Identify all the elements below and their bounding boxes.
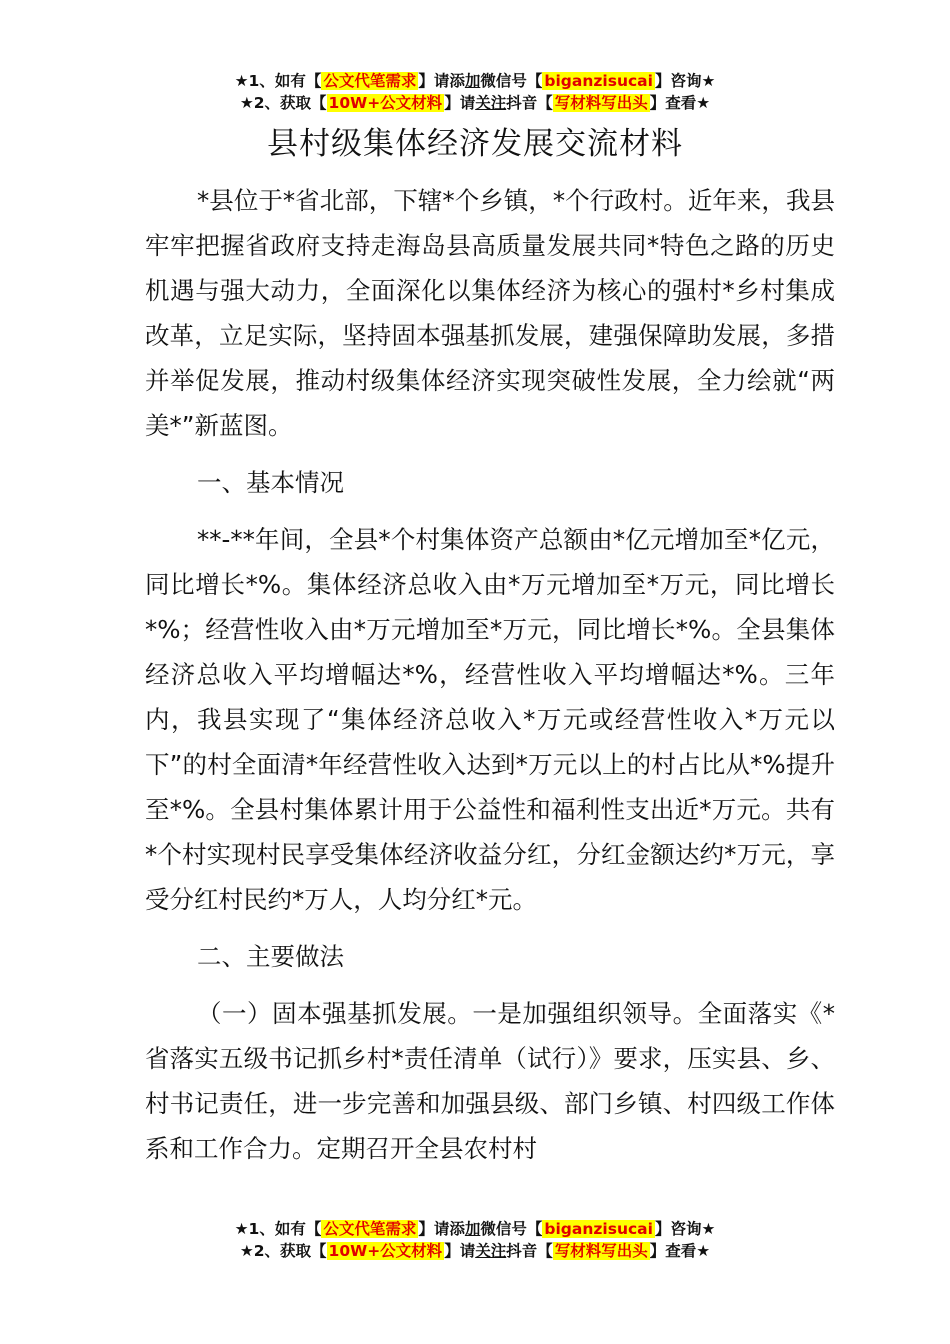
promo-underline: 关注 (475, 1242, 507, 1260)
promo-text: 】请 (444, 94, 476, 112)
promo-text: 】请添 (418, 72, 465, 90)
promo-highlight: 公文代笔需求 (323, 72, 417, 90)
promo-wechat-id: biganzisucai (544, 72, 653, 90)
promo-text: 微信号【 (480, 1220, 543, 1238)
promo-banner-top (0, 70, 950, 114)
promo-underline: 加 (464, 1220, 481, 1238)
paragraph-intro: *县位于*省北部，下辖*个乡镇，*个行政村。近年来，我县牢牢把握省政府支持走海岛县高质量发展共同*特色之路的历史机遇与强大动力，全面深化以集体经济为核心的强村*乡村集成改革，立足实际，坚持固本强基抓发展，建强保障助发展，多措并举促发展，推动村级集体经济实现突破性发展，全力绘就“两美*”新蓝图。 (145, 186, 835, 440)
document-title: 县村级集体经济发展交流材料 (267, 126, 683, 162)
promo-text: 】请添 (418, 1220, 465, 1238)
promo-text: ★2、获取【 (239, 1242, 327, 1260)
promo-text: ★1、如有【 (234, 72, 322, 90)
promo-text: ★2、获取【 (239, 94, 327, 112)
promo-text: 】咨询★ (654, 72, 716, 90)
promo-line-1 (0, 70, 950, 92)
promo-text: 抖音【 (506, 1242, 553, 1260)
promo-douyin-account: 写材料写出头 (554, 94, 648, 112)
promo-wechat-id: biganzisucai (544, 1220, 653, 1238)
promo-text: 微信号【 (480, 72, 543, 90)
promo-text: 】查看★ (649, 1242, 711, 1260)
paragraph-basic-situation: **-**年间，全县*个村集体资产总额由*亿元增加至*亿元，同比增长*%。集体经济总收入由*万元增加至*万元，同比增长*%；经营性收入由*万元增加至*万元，同比增长*%。全县集体经济总收入平均增幅达*%，经营性收入平均增幅达*%。三年内，我县实现了“集体经济总收入*万元或经营性收入*万元以下”的村全面清*年经营性收入达到*万元以上的村占比从*%提升至*%。全县村集体累计用于公益性和福利性支出近*万元。共有*个村实现村民享受集体经济收益分红，分红金额达约*万元，享受分红村民约*万人，人均分红*元。 (145, 525, 835, 914)
promo-underline: 加 (464, 72, 481, 90)
promo-underline: 关注 (475, 94, 507, 112)
section-heading-basic-situation: 一、基本情况 (197, 468, 344, 497)
promo-text: ★1、如有【 (234, 1220, 322, 1238)
promo-text: 】咨询★ (654, 1220, 716, 1238)
paragraph-practices: （一）固本强基抓发展。一是加强组织领导。全面落实《*省落实五级书记抓乡村*责任清单（试行）》要求，压实县、乡、村书记责任，进一步完善和加强县级、部门乡镇、村四级工作体系和工作合力。定期召开全县农村村 (145, 999, 835, 1163)
promo-line-1 (0, 1218, 950, 1240)
promo-line-2 (0, 92, 950, 114)
promo-highlight: 10W+公文材料 (328, 94, 443, 112)
promo-highlight: 10W+公文材料 (328, 1242, 443, 1260)
promo-text: 】查看★ (649, 94, 711, 112)
promo-text: 】请 (444, 1242, 476, 1260)
promo-line-2 (0, 1240, 950, 1262)
promo-douyin-account: 写材料写出头 (554, 1242, 648, 1260)
promo-text: 抖音【 (506, 94, 553, 112)
promo-banner-bottom (0, 1218, 950, 1262)
section-heading-main-practices: 二、主要做法 (197, 942, 344, 971)
promo-highlight: 公文代笔需求 (323, 1220, 417, 1238)
document-body (145, 178, 835, 1171)
